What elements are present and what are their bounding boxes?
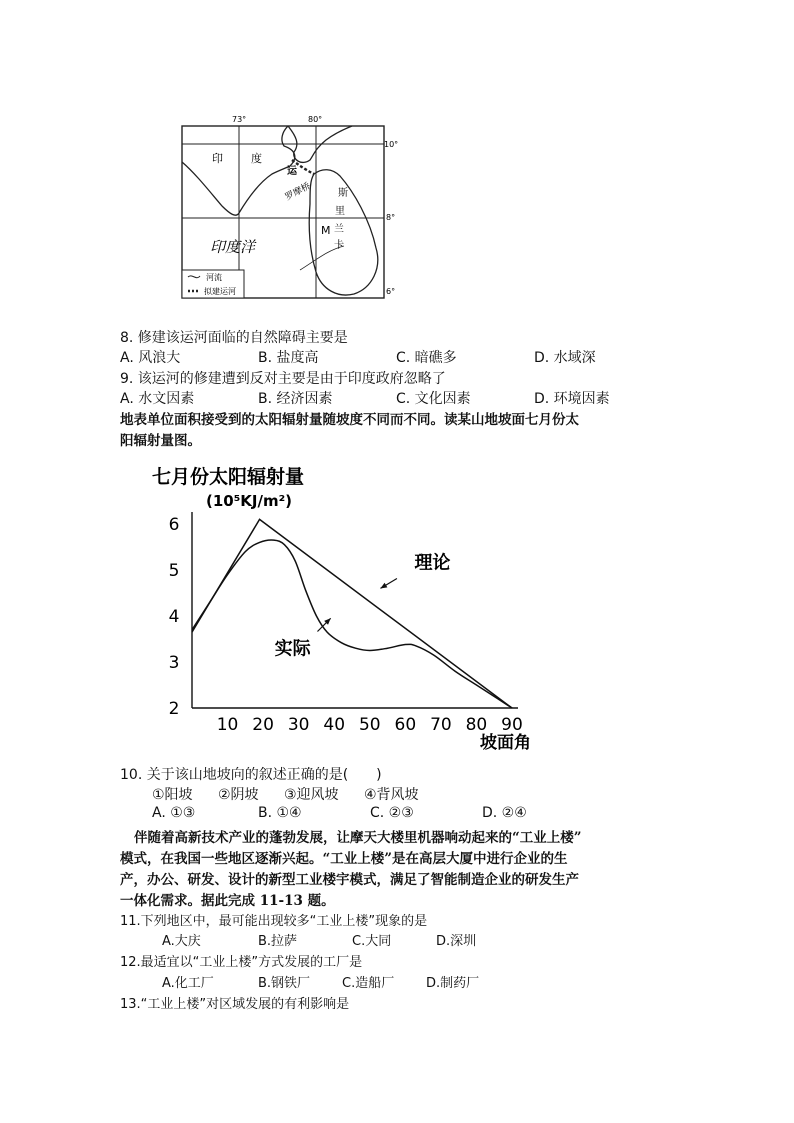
cape-label: 罗摩桥 [283, 181, 313, 203]
point-m-label: M [321, 224, 331, 237]
x-tick-label: 80 [465, 715, 488, 735]
y-tick-label: 3 [168, 653, 180, 673]
india-label-2: 度 [251, 152, 262, 165]
q12-option-c[interactable]: C.造船厂 [342, 976, 395, 991]
sri-label-4: 卡 [334, 240, 344, 251]
q10-option-d[interactable]: D. ②④ [482, 805, 527, 821]
q10-choice-2: ②阴坡 [218, 787, 259, 803]
sri-label-1: 斯 [338, 188, 348, 199]
ocean-label: 印度洋 [210, 238, 256, 256]
q8-option-d[interactable]: D. 水域深 [534, 350, 596, 366]
solar-radiation-chart [140, 458, 560, 758]
x-tick-label: 20 [252, 715, 274, 735]
lat-label-6: 6° [386, 287, 396, 296]
factory-intro-line-4: 一体化需求。据此完成 11-13 题。 [120, 893, 335, 909]
q10-option-a[interactable]: A. ①③ [152, 805, 196, 821]
y-tick-label: 4 [168, 607, 180, 627]
question-9-stem: 9. 该运河的修建遭到反对主要是由于印度政府忽略了 [120, 371, 446, 387]
q9-option-a[interactable]: A. 水文因素 [120, 391, 195, 407]
q10-choice-1: ①阳坡 [152, 787, 193, 803]
solar-intro-line-1: 地表单位面积接受到的太阳辐射量随坡度不同而不同。读某山地坡面七月份太 [120, 412, 579, 428]
annotation-label: 理论 [414, 552, 451, 574]
sri-label-2: 里 [335, 206, 345, 217]
y-tick-label: 6 [168, 515, 180, 535]
legend-river-label: 河流 [206, 273, 222, 282]
y-tick-label: 5 [168, 561, 180, 581]
q12-option-b[interactable]: B.钢铁厂 [258, 976, 311, 991]
question-8-stem: 8. 修建该运河面临的自然障碍主要是 [120, 330, 348, 346]
india-coastline [182, 126, 295, 215]
y-tick-label: 2 [168, 699, 180, 719]
chart-y-unit: (10⁵KJ/m²) [206, 492, 293, 510]
q10-choice-3: ③迎风坡 [284, 787, 339, 803]
q8-option-b[interactable]: B. 盐度高 [258, 350, 319, 366]
q10-option-c[interactable]: C. ②③ [370, 805, 414, 821]
annotation-label: 实际 [274, 638, 311, 660]
q11-option-b[interactable]: B.拉萨 [258, 934, 298, 949]
q10-option-b[interactable]: B. ①④ [258, 805, 302, 821]
solar-intro-line-2: 阳辐射量图。 [120, 433, 201, 449]
sri-label-3: 兰 [334, 224, 344, 235]
question-13-stem: 13.“工业上楼”对区域发展的有利影响是 [120, 997, 350, 1012]
canal-label: 运 [287, 166, 297, 177]
x-tick-label: 10 [216, 715, 239, 735]
canal-map [176, 110, 400, 302]
lat-label-10: 10° [384, 140, 399, 149]
x-tick-label: 30 [287, 715, 310, 735]
x-tick-label: 60 [394, 715, 417, 735]
x-tick-label: 70 [430, 715, 452, 735]
lat-label-8: 8° [386, 213, 396, 222]
actual-curve [192, 540, 512, 708]
q11-option-c[interactable]: C.大同 [352, 934, 392, 949]
q10-choice-4: ④背风坡 [364, 787, 419, 803]
question-10-stem: 10. 关于该山地坡向的叙述正确的是( ) [120, 767, 382, 783]
q8-option-a[interactable]: A. 风浪大 [120, 350, 181, 366]
question-12-stem: 12.最适宜以“工业上楼”方式发展的工厂是 [120, 955, 363, 970]
x-tick-label: 40 [323, 715, 346, 735]
q12-option-a[interactable]: A.化工厂 [162, 976, 214, 991]
india-label-1: 印 [212, 152, 223, 165]
x-tick-label: 50 [358, 715, 381, 735]
lon-label-73: 73° [232, 115, 247, 124]
q9-option-c[interactable]: C. 文化因素 [396, 391, 471, 407]
chart-title: 七月份太阳辐射量 [152, 466, 305, 488]
factory-intro-line-2: 模式，在我国一些地区逐渐兴起。“工业上楼”是在高层大厦中进行企业的生 [120, 851, 568, 867]
annotation-arrow-head [380, 583, 387, 589]
q12-option-d[interactable]: D.制药厂 [426, 976, 480, 991]
q11-option-d[interactable]: D.深圳 [436, 934, 477, 949]
q8-option-c[interactable]: C. 暗礁多 [396, 350, 457, 366]
question-11-stem: 11.下列地区中，最可能出现较多“工业上楼”现象的是 [120, 914, 428, 929]
factory-intro-line-1: 伴随着高新技术产业的蓬勃发展，让摩天大楼里机器响动起来的“工业上楼” [134, 830, 582, 846]
legend-canal-label: 拟建运河 [204, 287, 236, 296]
theoretical-line [192, 519, 512, 708]
q9-option-d[interactable]: D. 环境因素 [534, 391, 610, 407]
chart-x-label: 坡面角 [480, 733, 531, 753]
q11-option-a[interactable]: A.大庆 [162, 934, 201, 949]
lon-label-80: 80° [308, 115, 323, 124]
factory-intro-line-3: 产，办公、研发、设计的新型工业楼宇模式，满足了智能制造企业的研发生产 [120, 872, 579, 888]
x-tick-label: 90 [501, 715, 523, 735]
q9-option-b[interactable]: B. 经济因素 [258, 391, 333, 407]
